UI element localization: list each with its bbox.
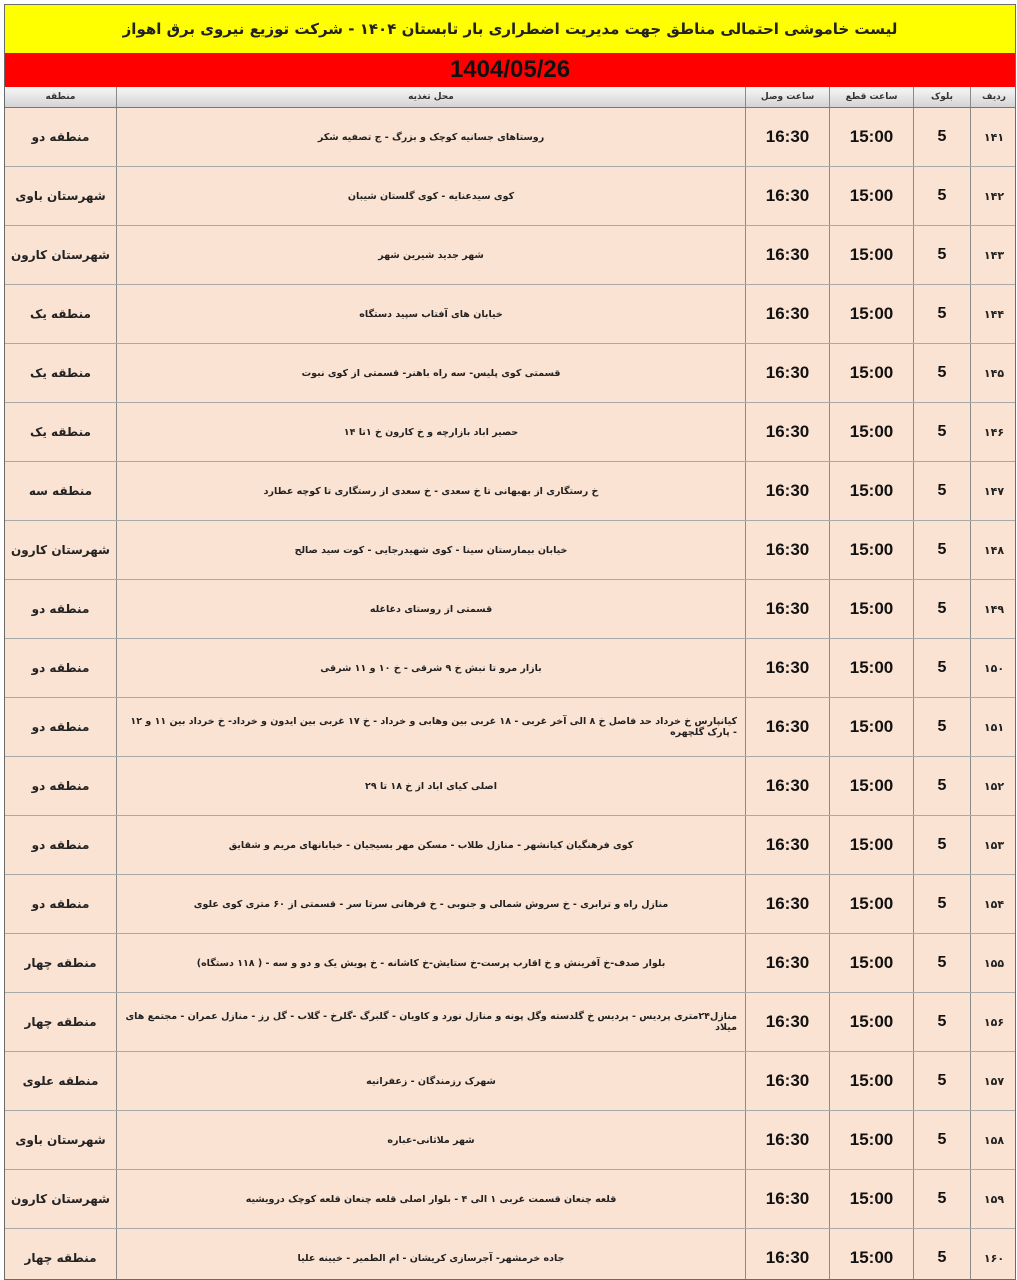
row-on-time: 16:30: [745, 403, 829, 461]
row-on-time: 16:30: [745, 226, 829, 284]
table-row: [5, 757, 1015, 816]
row-on-time: 16:30: [745, 1170, 829, 1228]
row-region: شهرستان کارون: [11, 248, 110, 262]
row-location: شهر ملاثانی-عباره: [116, 1111, 745, 1169]
row-location: خیابان بیمارستان سینا - کوی شهیدرجایی - کوت سید صالح: [116, 521, 745, 579]
table-row: [5, 344, 1015, 403]
row-on-time: 16:30: [745, 521, 829, 579]
row-number: ۱۶۰: [970, 1229, 1016, 1280]
table-row: [5, 167, 1015, 226]
row-location: کوی سیدعنایه - کوی گلستان شیبان: [116, 167, 745, 225]
row-region: شهرستان باوی: [15, 1133, 106, 1147]
row-number: ۱۴۹: [970, 580, 1016, 638]
row-region: منطقه سه: [28, 484, 93, 498]
row-region: منطقه دو: [31, 897, 90, 911]
row-block: 5: [913, 698, 970, 756]
row-location: قلعه چنعان قسمت غربی ۱ الی ۴ - بلوار اصلی قلعه چنعان قلعه کوچک درویشیه: [116, 1170, 745, 1228]
table-row: [5, 226, 1015, 285]
table-row: [5, 1229, 1015, 1280]
row-on-time: 16:30: [745, 344, 829, 402]
row-off-time: 15:00: [829, 580, 913, 638]
table-header: [5, 87, 1015, 108]
row-region: شهرستان باوی: [15, 189, 106, 203]
row-off-time: 15:00: [829, 1170, 913, 1228]
row-off-time: 15:00: [829, 344, 913, 402]
row-number: ۱۵۴: [970, 875, 1016, 933]
row-off-time: 15:00: [829, 639, 913, 697]
row-on-time: 16:30: [745, 1052, 829, 1110]
row-off-time: 15:00: [829, 993, 913, 1051]
row-number: ۱۴۷: [970, 462, 1016, 520]
row-number: ۱۵۲: [970, 757, 1016, 815]
row-off-time: 15:00: [829, 226, 913, 284]
header-on-time: ساعت وصل: [745, 87, 829, 107]
row-location: قسمتی کوی پلیس- سه راه باهنر- قسمتی از کوی نبوت: [116, 344, 745, 402]
row-on-time: 16:30: [745, 757, 829, 815]
row-location: کوی فرهنگیان کیانشهر - منازل طلاب - مسکن مهر بسیجیان - خیابانهای مریم و شقایق: [116, 816, 745, 874]
row-region: منطقه چهار: [24, 1251, 97, 1265]
row-block: 5: [913, 580, 970, 638]
table-row: [5, 875, 1015, 934]
header-location: محل تغذیه: [116, 87, 745, 107]
row-location: اصلی کیای اباد از خ ۱۸ تا ۲۹: [116, 757, 745, 815]
row-off-time: 15:00: [829, 757, 913, 815]
row-number: ۱۵۹: [970, 1170, 1016, 1228]
row-region: شهرستان کارون: [11, 543, 110, 557]
row-block: 5: [913, 1170, 970, 1228]
row-number: ۱۴۳: [970, 226, 1016, 284]
row-number: ۱۵۸: [970, 1111, 1016, 1169]
table-row: [5, 1111, 1015, 1170]
row-on-time: 16:30: [745, 1229, 829, 1280]
row-location: شهر جدید شیرین شهر: [116, 226, 745, 284]
table-row: [5, 639, 1015, 698]
row-number: ۱۴۵: [970, 344, 1016, 402]
row-location: کیانپارس خ خرداد حد فاصل خ ۸ الی آخر غربی - ۱۸ غربی بین وهابی و خرداد - خ ۱۷ غربی بین ایدون و خرداد- خ خرداد بین ۱۱ و ۱۲ - پارک گلچهره: [116, 698, 745, 756]
row-location: بازار مرو تا نبش خ ۹ شرقی - خ ۱۰ و ۱۱ شرقی: [116, 639, 745, 697]
row-region: منطقه دو: [31, 130, 90, 144]
row-number: ۱۵۱: [970, 698, 1016, 756]
row-block: 5: [913, 1111, 970, 1169]
row-location: خ رستگاری از بهبهانی تا خ سعدی - خ سعدی از رستگاری تا کوچه عطارد: [116, 462, 745, 520]
row-off-time: 15:00: [829, 698, 913, 756]
row-location: حصیر اباد بازارچه و خ کارون خ ۱تا ۱۴: [116, 403, 745, 461]
row-number: ۱۴۲: [970, 167, 1016, 225]
row-block: 5: [913, 757, 970, 815]
table-row: [5, 1052, 1015, 1111]
row-number: ۱۴۸: [970, 521, 1016, 579]
row-region: منطقه یک: [30, 366, 91, 380]
row-region: منطقه چهار: [24, 956, 97, 970]
row-number: ۱۴۱: [970, 108, 1016, 166]
row-region: شهرستان کارون: [11, 1192, 110, 1206]
row-on-time: 16:30: [745, 1111, 829, 1169]
row-location: جاده خرمشهر- آجرسازی کریشان - ام الطمیر - خیینه علیا: [116, 1229, 745, 1280]
table-row: [5, 108, 1015, 167]
page-title: لیست خاموشی احتمالی مناطق جهت مدیریت اضطراری بار تابستان ۱۴۰۴ - شرکت توزیع نیروی برق اهواز: [5, 5, 1015, 54]
row-off-time: 15:00: [829, 934, 913, 992]
row-on-time: 16:30: [745, 462, 829, 520]
table-row: [5, 521, 1015, 580]
row-on-time: 16:30: [745, 167, 829, 225]
row-off-time: 15:00: [829, 1229, 913, 1280]
row-number: ۱۵۵: [970, 934, 1016, 992]
row-on-time: 16:30: [745, 698, 829, 756]
row-off-time: 15:00: [829, 108, 913, 166]
table-row: [5, 462, 1015, 521]
row-location: منازل۲۴متری پردیس - پردیس خ گلدسته وگل پونه و منازل نورد و کاویان - گلبرگ -گلرخ - گلاب - گل رز - منازل عمران - مجتمع های میلاد: [116, 993, 745, 1051]
row-region: منطقه علوی: [22, 1074, 99, 1088]
row-block: 5: [913, 934, 970, 992]
header-block: بلوک: [913, 87, 970, 107]
row-block: 5: [913, 1052, 970, 1110]
row-off-time: 15:00: [829, 1052, 913, 1110]
table-row: [5, 285, 1015, 344]
table-row: [5, 698, 1015, 757]
outage-table: [4, 4, 1016, 1280]
row-off-time: 15:00: [829, 462, 913, 520]
row-location: روستاهای جسانیه کوچک و بزرگ - ج تصفیه شکر: [116, 108, 745, 166]
table-row: [5, 816, 1015, 875]
row-off-time: 15:00: [829, 167, 913, 225]
row-on-time: 16:30: [745, 108, 829, 166]
row-number: ۱۵۷: [970, 1052, 1016, 1110]
row-on-time: 16:30: [745, 285, 829, 343]
row-location: منازل راه و ترابری - خ سروش شمالی و جنوبی - خ فرهانی سرتا سر - قسمتی از ۶۰ متری کوی علوی: [116, 875, 745, 933]
header-off-time: ساعت قطع: [829, 87, 913, 107]
table-row: [5, 403, 1015, 462]
row-number: ۱۵۶: [970, 993, 1016, 1051]
row-number: ۱۴۴: [970, 285, 1016, 343]
row-region: منطقه دو: [31, 661, 90, 675]
row-region: منطقه چهار: [24, 1015, 97, 1029]
row-block: 5: [913, 108, 970, 166]
row-location: خیابان های آفتاب سپید دستگاه: [116, 285, 745, 343]
row-on-time: 16:30: [745, 993, 829, 1051]
row-number: ۱۴۶: [970, 403, 1016, 461]
row-block: 5: [913, 167, 970, 225]
date-banner: 1404/05/26: [5, 53, 1015, 87]
row-block: 5: [913, 403, 970, 461]
header-region: منطقه: [45, 92, 76, 102]
row-off-time: 15:00: [829, 521, 913, 579]
row-number: ۱۵۳: [970, 816, 1016, 874]
row-block: 5: [913, 462, 970, 520]
row-block: 5: [913, 993, 970, 1051]
row-region: منطقه دو: [31, 838, 90, 852]
row-region: منطقه دو: [31, 602, 90, 616]
row-block: 5: [913, 521, 970, 579]
row-region: منطقه دو: [31, 720, 90, 734]
row-off-time: 15:00: [829, 403, 913, 461]
table-row: [5, 993, 1015, 1052]
row-on-time: 16:30: [745, 934, 829, 992]
row-block: 5: [913, 226, 970, 284]
row-on-time: 16:30: [745, 875, 829, 933]
row-block: 5: [913, 816, 970, 874]
row-on-time: 16:30: [745, 639, 829, 697]
row-region: منطقه دو: [31, 779, 90, 793]
row-region: منطقه یک: [30, 425, 91, 439]
table-row: [5, 1170, 1015, 1229]
row-region: منطقه یک: [30, 307, 91, 321]
row-location: بلوار صدف-خ آفرینش و خ اقارب پرست-خ ستایش-خ کاشانه - خ پویش یک و دو و سه - ( ۱۱۸ دستگاه): [116, 934, 745, 992]
row-block: 5: [913, 1229, 970, 1280]
row-number: ۱۵۰: [970, 639, 1016, 697]
row-block: 5: [913, 344, 970, 402]
row-block: 5: [913, 285, 970, 343]
row-location: شهرک رزمندگان - زعفرانیه: [116, 1052, 745, 1110]
row-off-time: 15:00: [829, 1111, 913, 1169]
row-on-time: 16:30: [745, 580, 829, 638]
row-location: قسمتی از روستای دغاغله: [116, 580, 745, 638]
header-row-number: ردیف: [970, 87, 1016, 107]
row-block: 5: [913, 639, 970, 697]
row-off-time: 15:00: [829, 816, 913, 874]
table-row: [5, 934, 1015, 993]
row-block: 5: [913, 875, 970, 933]
row-off-time: 15:00: [829, 285, 913, 343]
table-row: [5, 580, 1015, 639]
row-on-time: 16:30: [745, 816, 829, 874]
row-off-time: 15:00: [829, 875, 913, 933]
